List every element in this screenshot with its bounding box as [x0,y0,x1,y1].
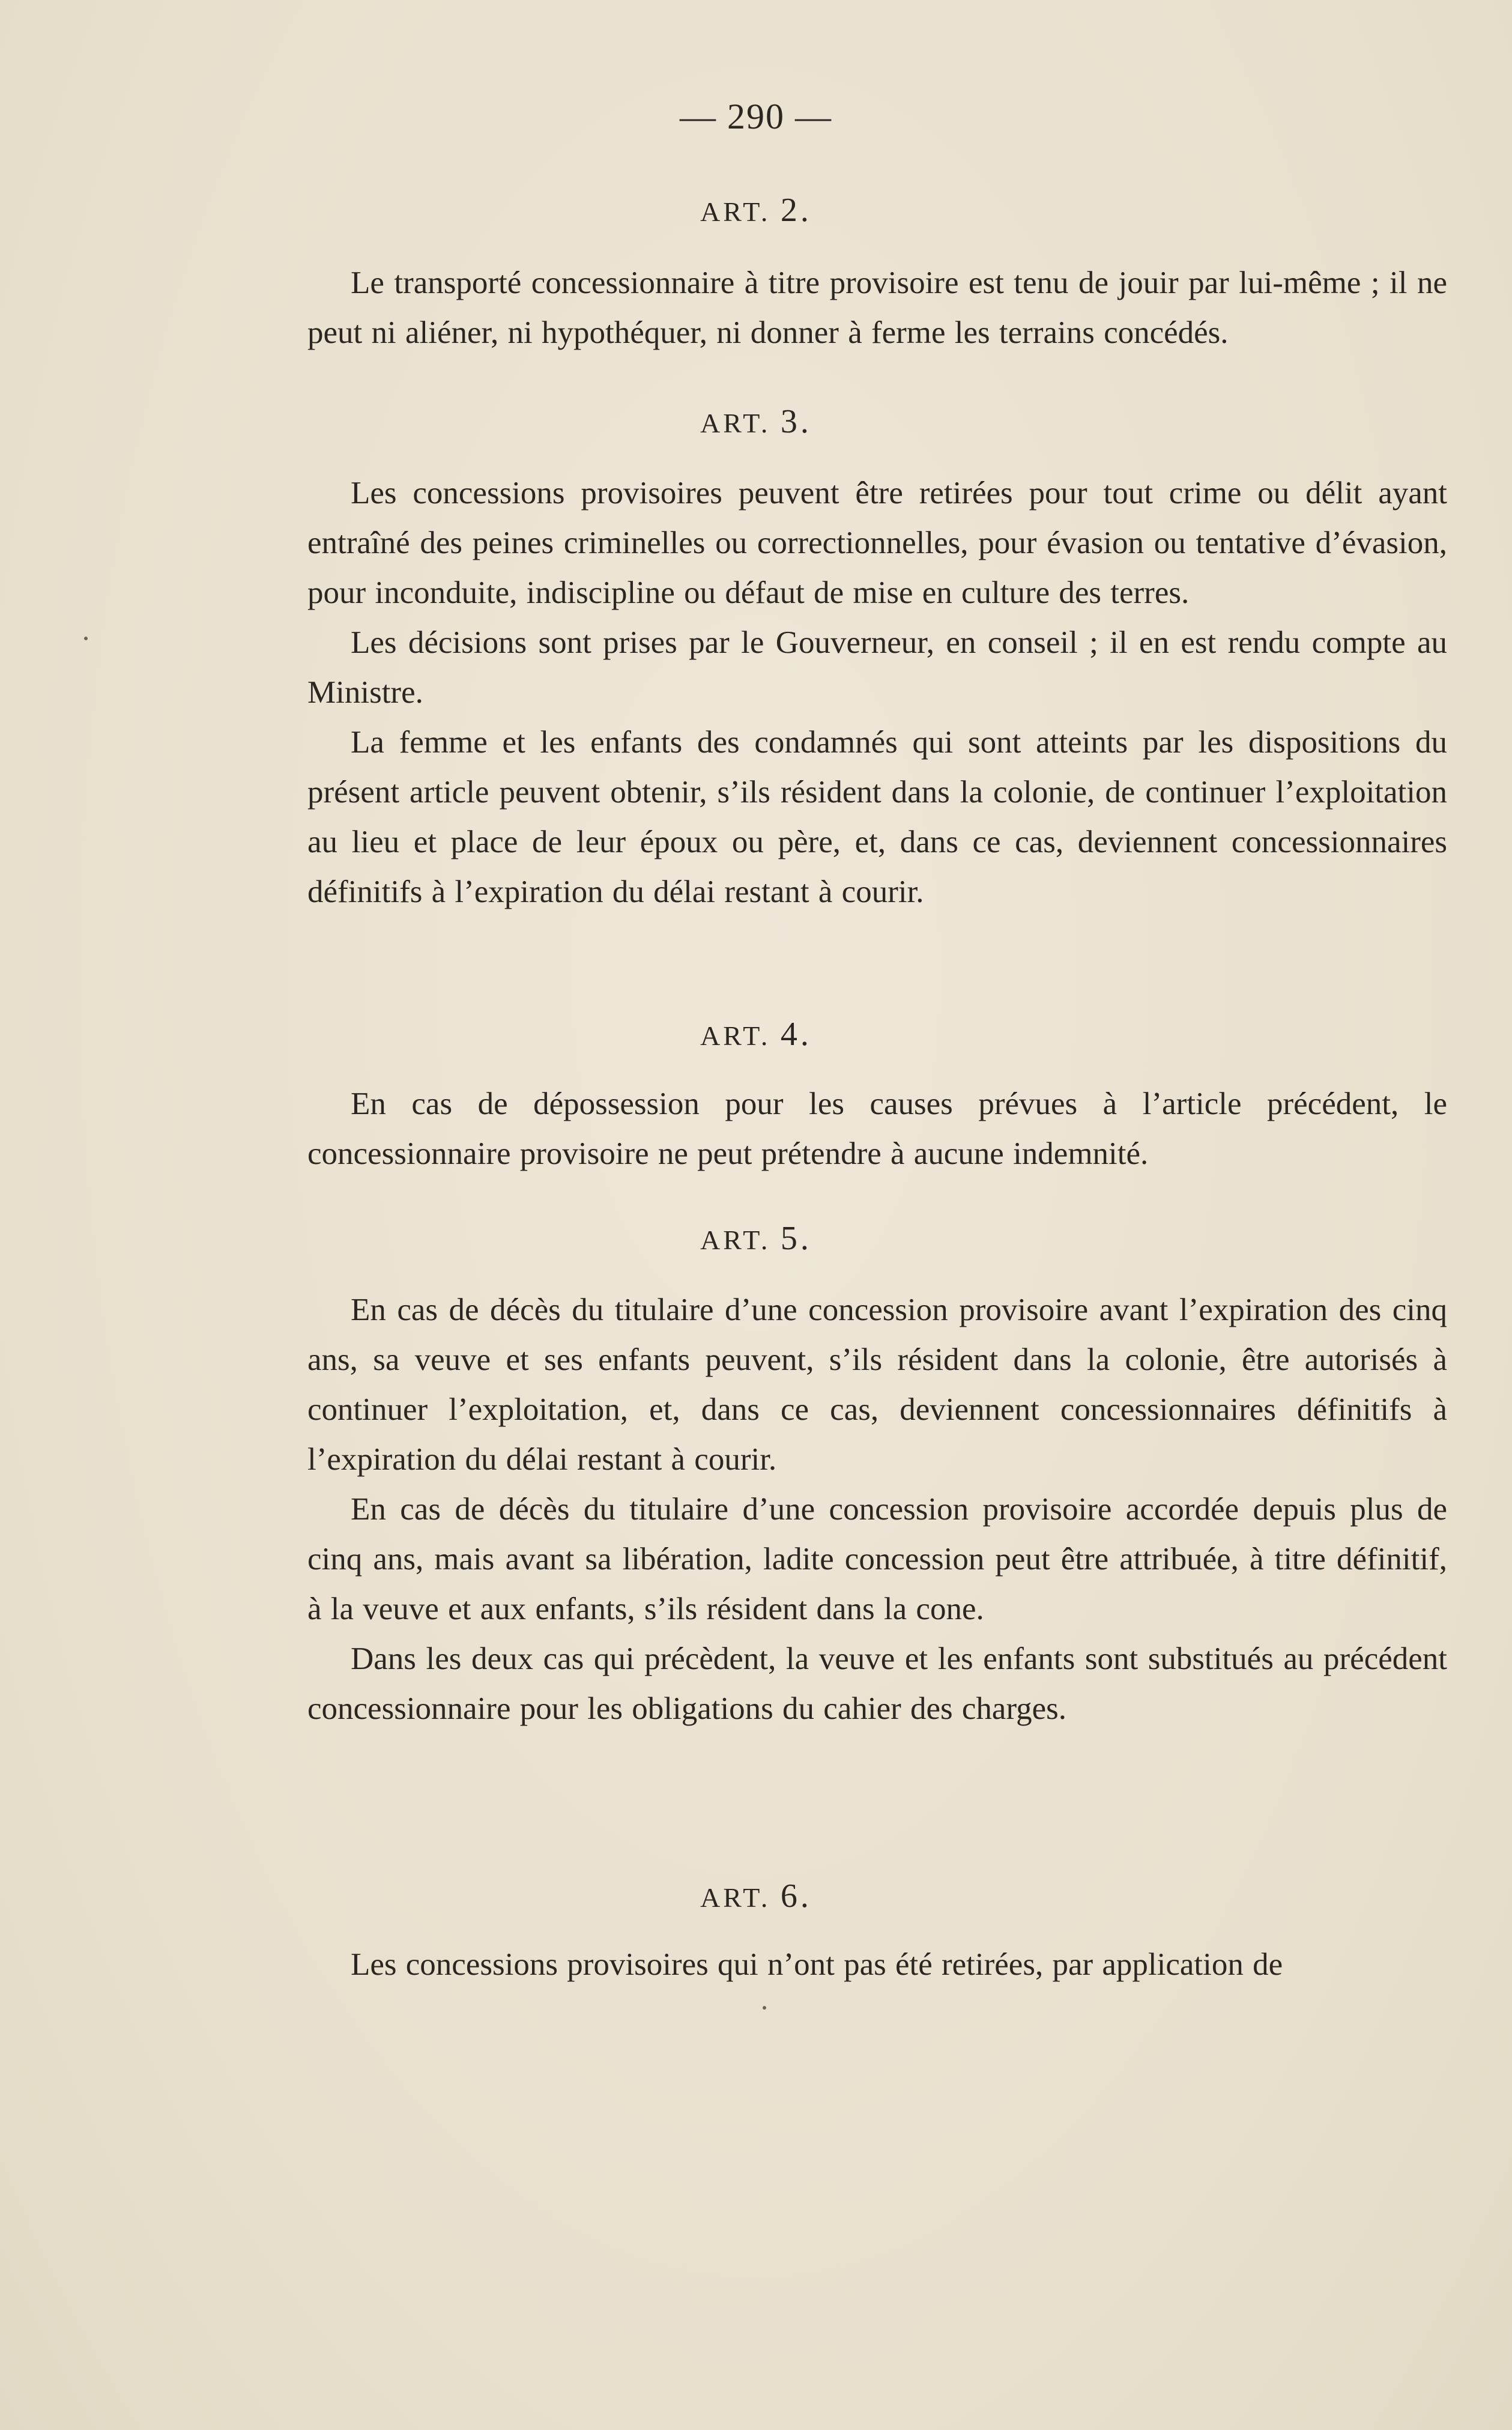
paragraph: Les décisions sont prises par le Gouverneur, en conseil ; il en est rendu compte au Ministre. [307,625,1447,710]
paper-speck [84,637,88,640]
article-3-heading [0,402,1512,441]
article-heading-prefix: ART. [700,408,771,438]
article-heading-number: 5. [780,1220,812,1257]
article-4-heading [0,1015,1512,1053]
article-heading-number: 2. [780,192,812,229]
article-2-body [307,258,1447,358]
article-6-heading [0,1877,1512,1915]
article-5-body [307,1285,1447,1734]
article-3-body [307,468,1447,917]
article-heading-number: 6. [780,1877,812,1915]
article-heading-prefix: ART. [700,1225,771,1255]
paragraph: Le transporté concessionnaire à titre provisoire est tenu de jouir par lui-même ; il ne peut ni aliéner, ni hypothéquer, ni donner à ferme les terrains concédés. [307,265,1447,350]
paragraph: La femme et les enfants des condamnés qui sont atteints par les dispositions du présent article peuvent obtenir, s’ils résident dans la colonie, de continuer l’exploitation au lieu et place de leur époux ou père, et, dans ce cas, deviennent concessionnaires définitifs à l’expiration du délai restant à courir. [307,725,1447,909]
paragraph: En cas de dépossession pour les causes prévues à l’article précédent, le concessionnaire provisoire ne peut prétendre à aucune indemnité. [307,1086,1447,1171]
article-heading-prefix: ART. [700,196,771,227]
article-heading-prefix: ART. [700,1020,771,1051]
article-2-heading [0,191,1512,229]
paragraph: Dans les deux cas qui précèdent, la veuve et les enfants sont substitués au précédent concessionnaire pour les obligations du cahier des charges. [307,1641,1447,1726]
page-number: — 290 — [680,97,832,136]
article-4-body [307,1079,1447,1179]
article-heading-prefix: ART. [700,1882,771,1913]
paragraph: En cas de décès du titulaire d’une concession provisoire accordée depuis plus de cinq ans, mais avant sa libération, ladite concession peut être attribuée, à titre définitif, à la veuve et aux enfants, s’ils résident dans la cone. [307,1492,1447,1626]
paragraph: Les concessions provisoires qui n’ont pas été retirées, par application de [351,1947,1283,1982]
paragraph: Les concessions provisoires peuvent être retirées pour tout crime ou délit ayant entraîné des peines criminelles ou correctionnelles, pour évasion ou tentative d’évasion, pour inconduite, indiscipline ou défaut de mise en culture des terres. [307,476,1447,610]
article-6-body [307,1940,1447,1990]
paragraph: En cas de décès du titulaire d’une concession provisoire avant l’expiration des cinq ans, sa veuve et ses enfants peuvent, s’ils résident dans la colonie, être autorisés à continuer l’exploitation, et, dans ce cas, deviennent concessionnaires définitifs à l’expiration du délai restant à courir. [307,1292,1447,1477]
article-5-heading [0,1219,1512,1258]
article-heading-number: 3. [780,403,812,440]
article-heading-number: 4. [780,1016,812,1053]
paper-speck [763,2006,766,2010]
